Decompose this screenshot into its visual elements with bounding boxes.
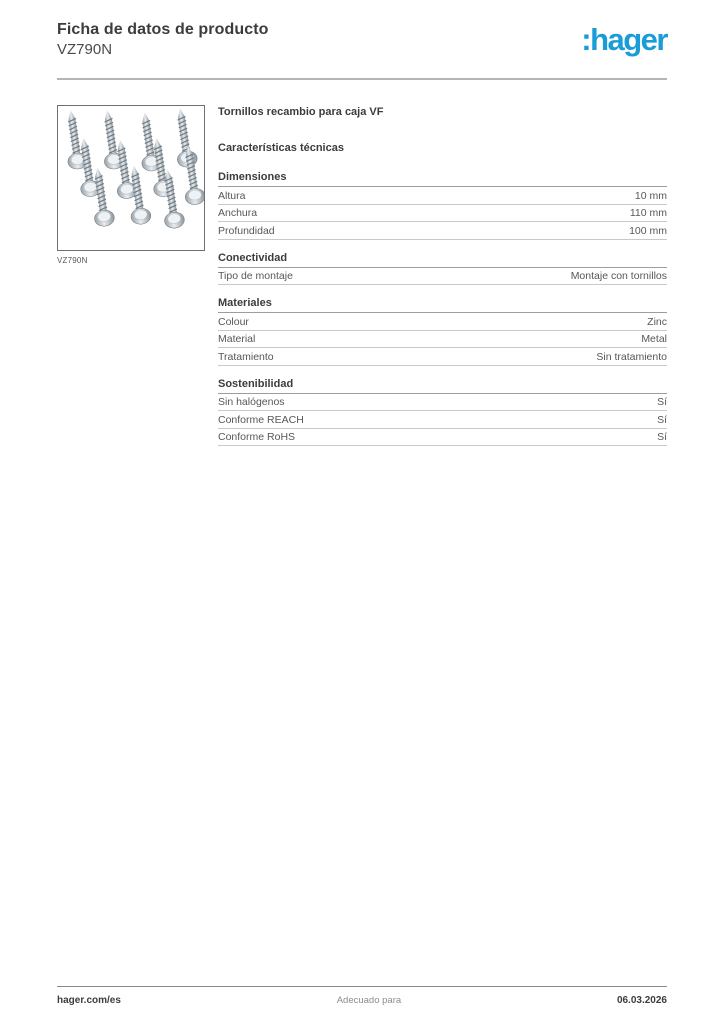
spec-row <box>218 222 667 240</box>
spec-row-label: Profundidad <box>218 224 275 237</box>
spec-section-title: Conectividad <box>218 252 667 268</box>
spec-section-title: Sostenibilidad <box>218 378 667 394</box>
spec-row-label: Anchura <box>218 207 258 219</box>
spec-row-label: Tipo de montaje <box>218 270 293 282</box>
spec-row-value: Sin tratamiento <box>596 350 667 363</box>
spec-row-value: Sí <box>657 396 667 408</box>
header-divider <box>57 78 667 80</box>
spec-row-label: Altura <box>218 189 246 202</box>
spec-row <box>218 268 667 286</box>
page-header <box>57 0 667 68</box>
tech-characteristics-heading: Características técnicas <box>218 142 344 154</box>
spec-row-label: Material <box>218 333 256 345</box>
product-code: VZ790N <box>57 41 113 58</box>
page-title: Ficha de datos de producto <box>57 21 269 38</box>
spec-row <box>218 331 667 349</box>
spec-row-value: Sí <box>657 413 667 426</box>
spec-row <box>218 187 667 205</box>
spec-row-value: 10 mm <box>634 189 667 202</box>
spec-row-label: Conforme REACH <box>218 413 304 426</box>
spec-row-label: Sin halógenos <box>218 396 285 408</box>
spec-section-title: Dimensiones <box>218 171 667 187</box>
screws-illustration <box>58 106 204 250</box>
spec-row-label: Tratamiento <box>218 350 274 363</box>
spec-row <box>218 348 667 366</box>
spec-row-value: 100 mm <box>629 224 667 237</box>
product-description: Tornillos recambio para caja VF <box>218 106 384 118</box>
spec-row <box>218 429 667 447</box>
spec-row-value: Metal <box>641 333 667 345</box>
suitable-for-label: Adecuado para <box>336 995 402 1006</box>
spec-sections <box>218 171 667 446</box>
product-image <box>57 105 205 251</box>
spec-section-rows <box>218 313 667 366</box>
main-content <box>57 105 667 458</box>
spec-section-title: Materiales <box>218 297 667 313</box>
spec-section <box>218 171 667 240</box>
hager-logo: :hager <box>581 22 667 57</box>
spec-row <box>218 394 667 412</box>
product-details-column <box>218 105 667 458</box>
spec-section-rows <box>218 394 667 447</box>
spec-section <box>218 378 667 447</box>
spec-row-value: Montaje con tornillos <box>570 270 667 282</box>
spec-row-label: Conforme RoHS <box>218 431 296 443</box>
spec-section <box>218 297 667 366</box>
spec-section-rows <box>218 187 667 240</box>
image-caption: VZ790N <box>57 256 88 265</box>
page-footer <box>57 986 667 1006</box>
spec-section-rows <box>218 268 667 286</box>
spec-row-value: Sí <box>657 431 667 443</box>
spec-row <box>218 313 667 331</box>
spec-row <box>218 411 667 429</box>
document-date: 06.03.2026 <box>616 995 667 1006</box>
product-image-column <box>57 105 205 458</box>
spec-section <box>218 252 667 286</box>
hager-website-link[interactable]: hager.com/es <box>57 995 121 1006</box>
spec-row <box>218 205 667 223</box>
spec-row-value: Zinc <box>647 315 667 328</box>
spec-row-label: Colour <box>218 315 249 328</box>
spec-row-value: 110 mm <box>629 207 667 219</box>
